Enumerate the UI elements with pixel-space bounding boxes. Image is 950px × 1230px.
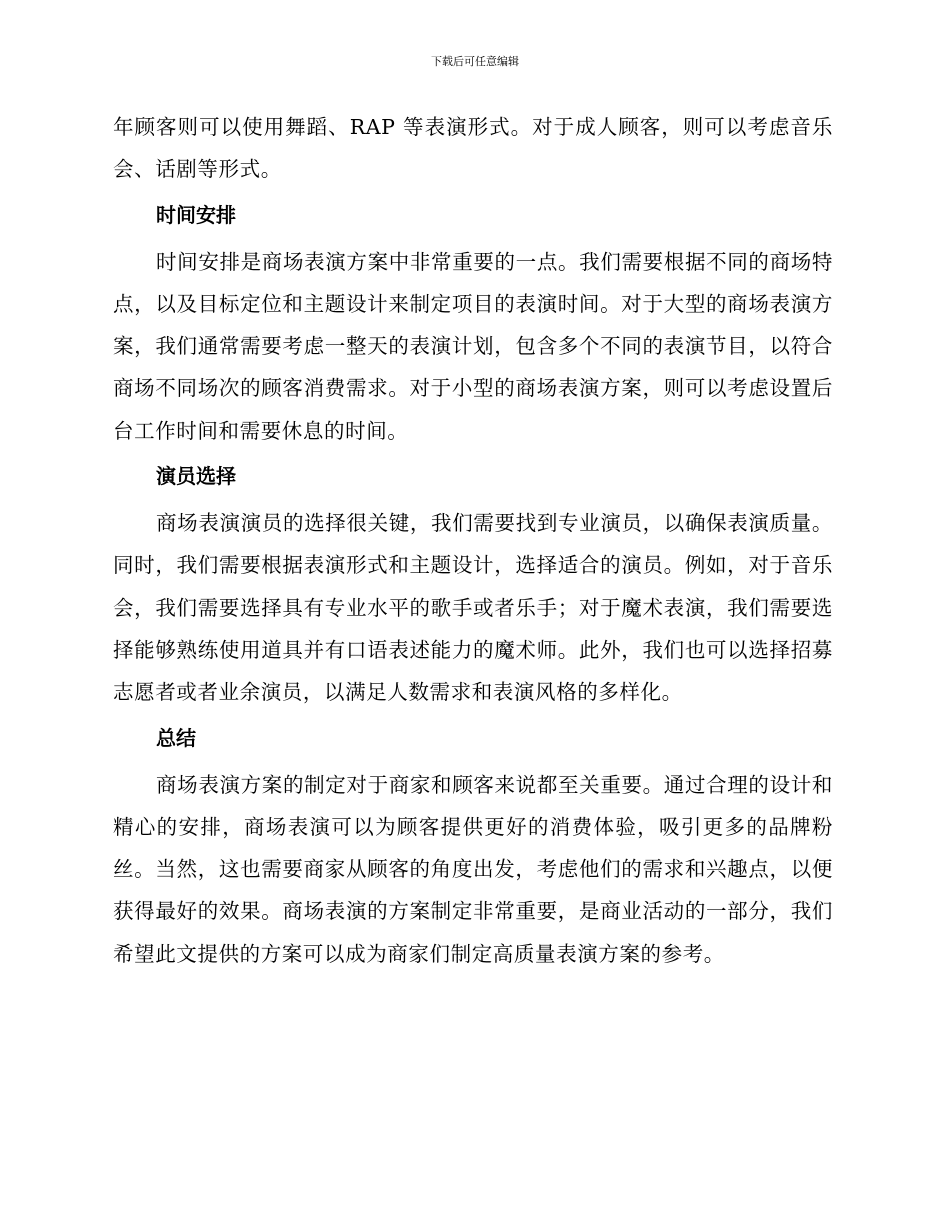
- intro-paragraph: 年顾客则可以使用舞蹈、RAP 等表演形式。对于成人顾客，则可以考虑音乐会、话剧等形式。: [113, 115, 833, 182]
- performers-paragraph: 商场表演演员的选择很关键，我们需要找到专业演员，以确保表演质量。同时，我们需要根据表演形式和主题设计，选择适合的演员。例如，对于音乐会，我们需要选择具有专业水平的歌手或者乐手；对于魔术表演，我们需要选择能够熟练使用道具并有口语表述能力的魔术师。此外，我们也可以选择招募志愿者或者业余演员，以满足人数需求和表演风格的多样化。: [113, 511, 833, 705]
- document-body: [113, 106, 833, 975]
- section-heading-summary: 总结: [156, 725, 196, 750]
- section-heading-schedule: 时间安排: [156, 202, 236, 227]
- schedule-paragraph: 时间安排是商场表演方案中非常重要的一点。我们需要根据不同的商场特点，以及目标定位和主题设计来制定项目的表演时间。对于大型的商场表演方案，我们通常需要考虑一整天的表演计划，包含多个不同的表演节目，以符合商场不同场次的顾客消费需求。对于小型的商场表演方案，则可以考虑设置后台工作时间和需要休息的时间。: [113, 249, 833, 443]
- section-heading-performers: 演员选择: [156, 464, 236, 489]
- page-header: 下载后可任意编辑: [431, 55, 519, 68]
- summary-paragraph: 商场表演方案的制定对于商家和顾客来说都至关重要。通过合理的设计和精心的安排，商场表演可以为顾客提供更好的消费体验，吸引更多的品牌粉丝。当然，这也需要商家从顾客的角度出发，考虑他们的需求和兴趣点，以便获得最好的效果。商场表演的方案制定非常重要，是商业活动的一部分，我们希望此文提供的方案可以成为商家们制定高质量表演方案的参考。: [113, 772, 833, 966]
